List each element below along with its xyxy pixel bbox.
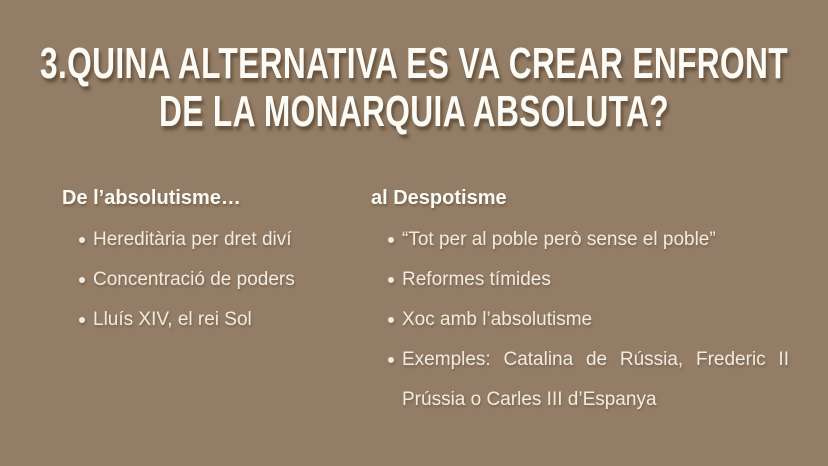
column-despotisme-heading: al Despotisme: [371, 187, 507, 209]
column-absolutisme: [62, 184, 352, 340]
bullet-xoc: Xoc amb l’absolutisme: [371, 300, 789, 340]
bullet-concentracio: Concentració de poders: [62, 260, 352, 300]
bullet-reformes: Reformes tímides: [371, 260, 789, 300]
column-absolutisme-heading: De l’absolutisme…: [62, 187, 241, 209]
column-despotisme: [371, 184, 789, 420]
bullet-tot-per-al-poble: “Tot per al poble però sense el poble”: [371, 220, 789, 260]
slide-title-line-2: DE LA MONARQUIA ABSOLUTA?: [159, 87, 669, 136]
column-absolutisme-list: [62, 220, 352, 340]
slide-title: [0, 40, 828, 136]
bullet-exemples: Exemples: Catalina de Rússia, Frederic II Prússia o Carles III d’Espanya: [371, 340, 789, 420]
bullet-hereditaria: Hereditària per dret diví: [62, 220, 352, 260]
slide-title-line-1: 3.QUINA ALTERNATIVA ES VA CREAR ENFRONT: [40, 39, 788, 88]
bullet-lluis-xiv: Lluís XIV, el rei Sol: [62, 300, 352, 340]
column-despotisme-list: [371, 220, 789, 420]
